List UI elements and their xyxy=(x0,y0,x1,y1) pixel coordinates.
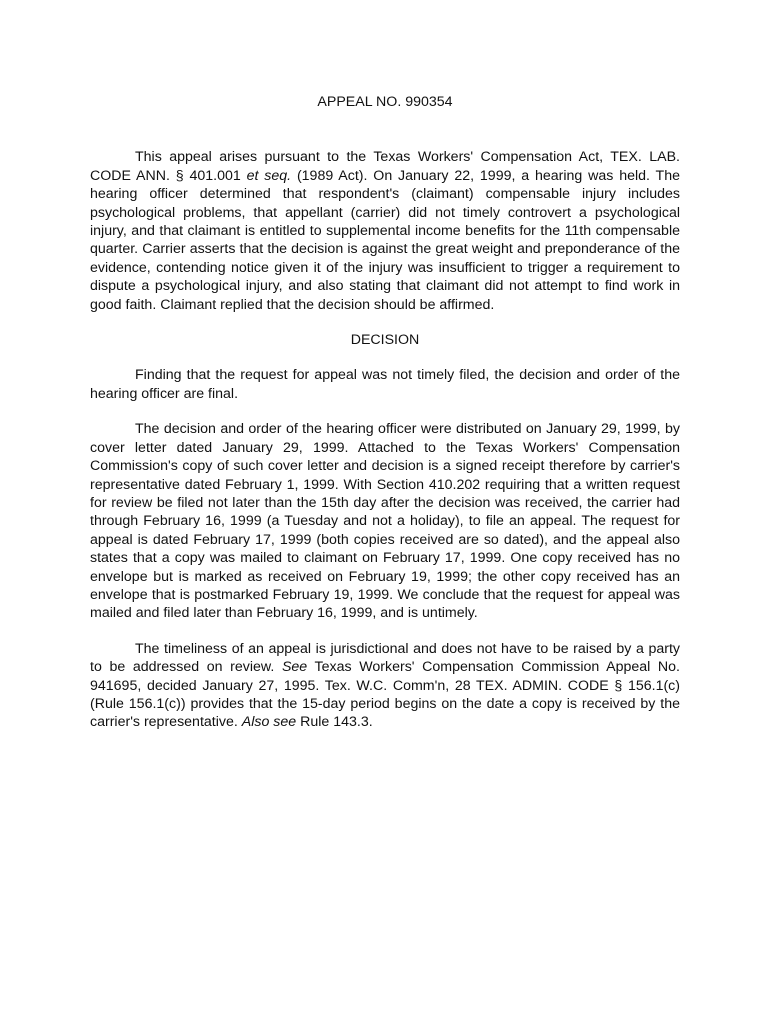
paragraph-background xyxy=(90,148,680,314)
paragraph-jurisdiction-italic-also-see: Also see xyxy=(241,714,297,731)
decision-heading: DECISION xyxy=(350,332,420,349)
appeal-title: APPEAL NO. 990354 xyxy=(317,94,453,110)
paragraph-background-italic-et-seq: et seq. xyxy=(246,167,292,184)
paragraph-jurisdiction-text-1: The timeliness of an appeal is jurisdictional and does not have to be raised by a party to be addressed on review. xyxy=(90,640,680,676)
paragraph-background-text-1: This appeal arises pursuant to the Texas Workers' Compensation Act, TEX. LAB. CODE ANN. § 401.001 xyxy=(90,149,680,184)
document-page xyxy=(90,93,680,732)
paragraph-jurisdiction-italic-see: See xyxy=(281,659,308,676)
paragraph-jurisdiction-text-2: Texas Workers' Compensation Commission Appeal No. 941695, decided January 27, 1995. Tex. W.C. Comm'n, 28 TEX. ADMIN. CODE § 156.1(c) (Rule 156.1(c)) provides that the 15-day period begins on the date a copy is received by the carrier's representative. xyxy=(90,659,681,731)
paragraph-jurisdiction-text-3: Rule 143.3. xyxy=(296,714,373,731)
paragraph-jurisdiction xyxy=(90,640,680,732)
paragraph-background-text-2: (1989 Act). On January 22, 1999, a hearing was held. The hearing officer determined that respondent's (claimant) compensable injury includes psychological problems, that appellant (carrier) did not timely controvert a psychological injury, and that claimant is entitled to supplemental income benefits for the 11th compensable quarter. Carrier asserts that the decision is against the great weight and preponderance of the evidence, contending notice given it of the injury was insufficient to trigger a requirement to dispute a psychological injury, and also stating that claimant did not attempt to find work in good faith. Claimant replied that the decision should be affirmed. xyxy=(90,167,680,313)
paragraph-finding: Finding that the request for appeal was not timely filed, the decision and order of the hearing officer are final. xyxy=(90,367,680,402)
paragraph-timeline: The decision and order of the hearing officer were distributed on January 29, 1999, by cover letter dated January 29, 1999. Attached to the Texas Workers' Compensation Commission's copy of such cover letter and decision is a signed receipt therefore by carrier's representative dated February 1, 1999. With Section 410.202 requiring that a written request for review be filed not later than the 15th day after the decision was received, the carrier had through February 16, 1999 (a Tuesday and not a holiday), to file an appeal. The request for appeal is dated February 17, 1999 (both copies received are so dated), and the appeal also states that a copy was mailed to claimant on February 17, 1999. One copy received has no envelope but is marked as received on February 19, 1999; the other copy received has an envelope that is postmarked February 19, 1999. We conclude that the request for appeal was mailed and filed later than February 16, 1999, and is untimely. xyxy=(90,421,680,622)
